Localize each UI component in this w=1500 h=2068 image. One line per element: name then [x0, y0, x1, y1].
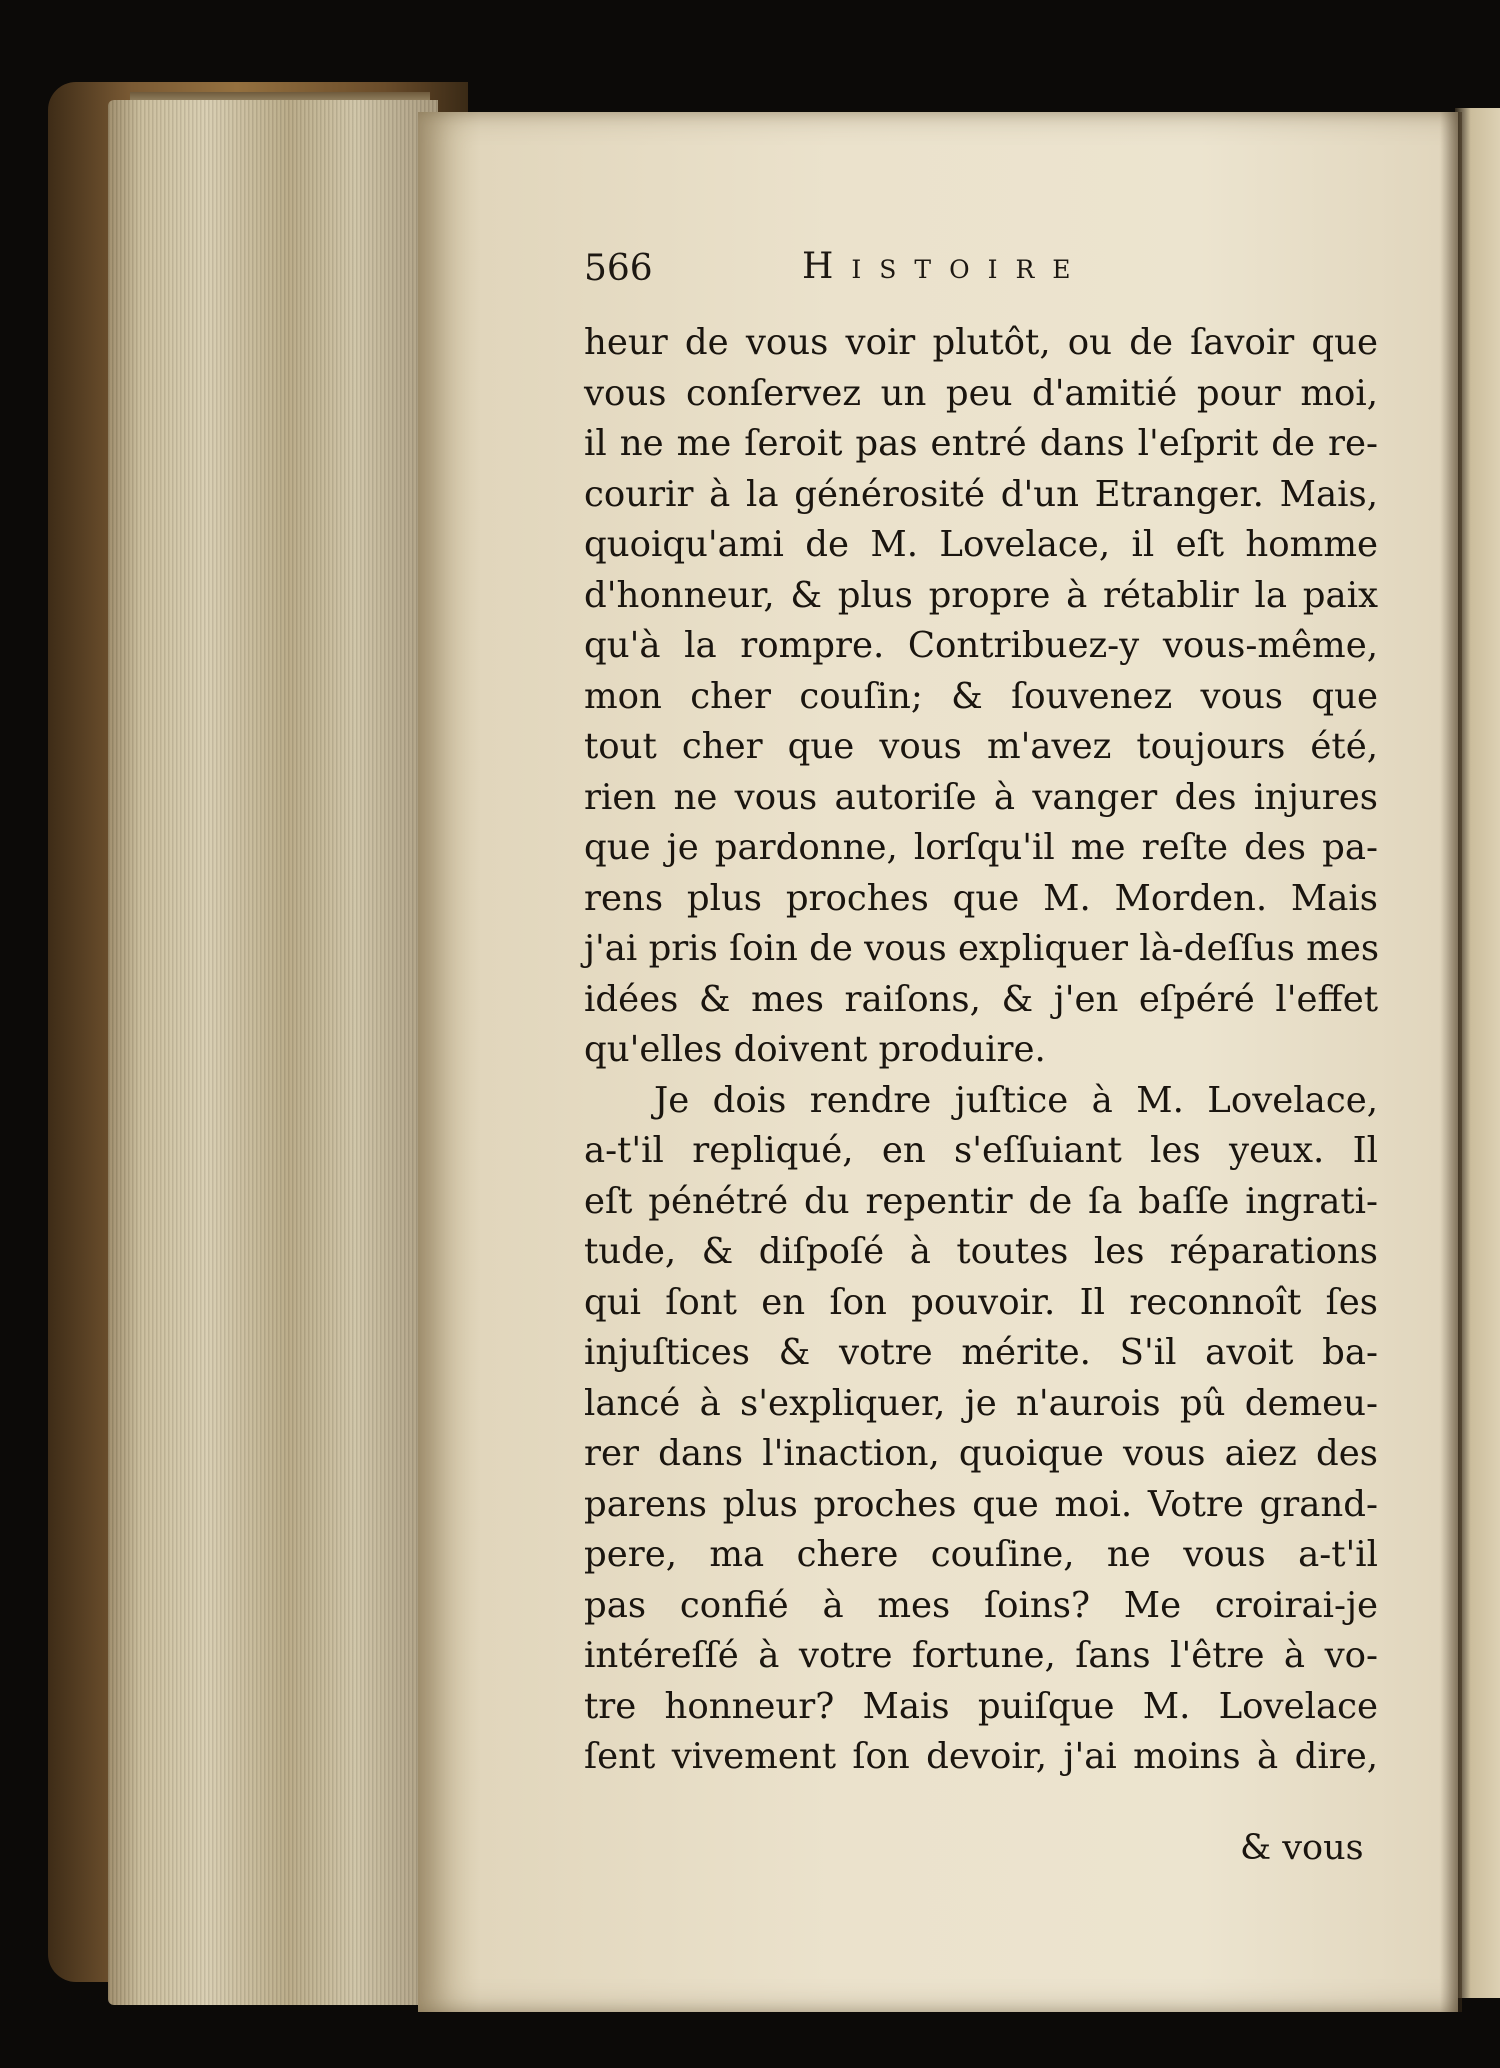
page-gutter-shadow — [1440, 112, 1462, 2012]
text-line: injuſtices & votre mérite. S'il avoit ba- — [584, 1332, 1378, 1373]
text-line: parens plus proches que moi. Votre grand- — [584, 1483, 1378, 1525]
text-line: j'ai pris ſoin de vous expliquer là-deſſus mes — [584, 928, 1380, 969]
text-line: tude, & diſpoſé à toutes les réparations — [584, 1231, 1378, 1272]
text-line: qui ſont en ſon pouvoir. Il reconnoît ſes — [584, 1281, 1378, 1323]
text-line: quoiqu'ami de M. Lovelace, il eſt homme — [584, 524, 1378, 565]
body-text — [584, 318, 1378, 1783]
text-line: Je dois rendre juſtice à M. Lovelace, — [654, 1079, 1378, 1121]
text-line: pas confié à mes ſoins? Me croirai-je — [584, 1584, 1378, 1626]
text-line: rer dans l'inaction, quoique vous aiez des — [584, 1433, 1378, 1474]
catchword: & vous — [1240, 1828, 1364, 1868]
text-line: ſent vivement ſon devoir, j'ai moins à dire, — [584, 1736, 1378, 1777]
text-line: eſt pénétré du repentir de ſa baſſe ingrati- — [584, 1180, 1378, 1222]
text-line: d'honneur, & plus propre à rétablir la paix — [584, 574, 1378, 616]
text-line: rens plus proches que M. Morden. Mais — [584, 877, 1378, 919]
page-header — [584, 240, 1164, 300]
page-number: 566 — [584, 248, 653, 289]
page-block-edges — [108, 100, 438, 2005]
text-line: idées & mes raiſons, & j'en eſpéré l'effet — [584, 978, 1378, 1020]
text-line: tre honneur? Mais puiſque M. Lovelace — [584, 1685, 1378, 1727]
text-line: intéreſſé à votre fortune, ſans l'être à vo- — [584, 1635, 1378, 1676]
text-line: qu'à la rompre. Contribuez-y vous-même, — [584, 625, 1378, 666]
text-line: mon cher couſin; & ſouvenez vous que — [584, 675, 1378, 717]
text-line: lancé à s'expliquer, je n'aurois pû demeu- — [584, 1382, 1378, 1424]
text-line: il ne me ſeroit pas entré dans l'eſprit de re- — [584, 423, 1378, 464]
running-title: Histoire — [802, 246, 1089, 287]
text-line: rien ne vous autoriſe à vanger des injures — [584, 776, 1378, 818]
text-line: pere, ma chere couſine, ne vous a-t'il — [584, 1534, 1378, 1575]
text-line: tout cher que vous m'avez toujours été, — [584, 726, 1378, 767]
text-line: courir à la générosité d'un Etranger. Mais, — [584, 473, 1378, 515]
text-line: vous conſervez un peu d'amitié pour moi, — [584, 372, 1378, 414]
text-line: heur de vous voir plutôt, ou de ſavoir que — [584, 322, 1378, 363]
text-line: a-t'il repliqué, en s'eſſuiant les yeux. Il — [584, 1130, 1378, 1171]
text-line: que je pardonne, lorſqu'il me reſte des pa- — [584, 827, 1378, 868]
text-line: qu'elles doivent produire. — [584, 1029, 1046, 1070]
